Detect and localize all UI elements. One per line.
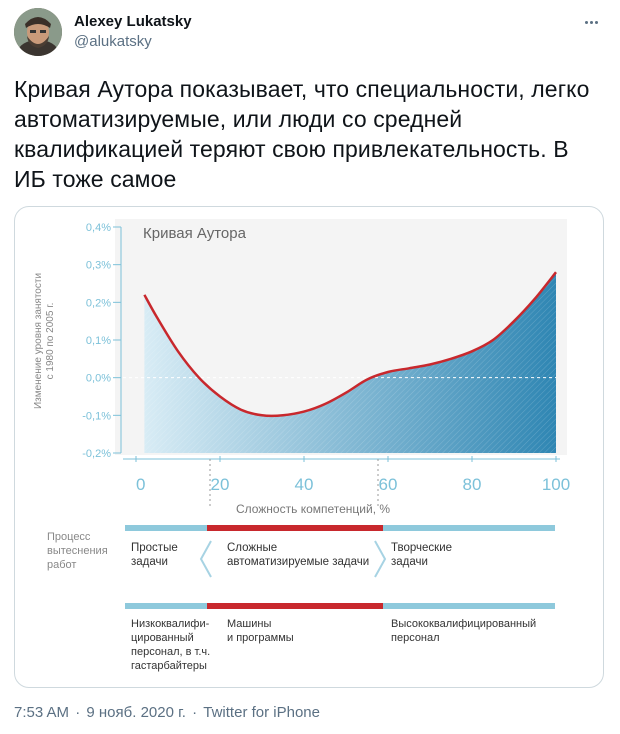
worker-label: Машины и программы [227, 618, 294, 644]
x-tick-label: 60 [378, 475, 398, 494]
author-block [74, 12, 192, 52]
y-tick-label: 0,2% [85, 297, 111, 310]
x-tick-label: 20 [210, 475, 230, 494]
worker-label: Высококвалифицированный персонал [391, 618, 537, 644]
author-handle[interactable]: @alukatsky [74, 33, 152, 50]
chevron-left-icon [201, 541, 211, 577]
y-axis-label-line1: Изменение уровня занятости [33, 272, 44, 410]
y-tick-label: 0,1% [85, 335, 111, 347]
chevron-right-icon [375, 541, 385, 577]
band-segment-red [207, 603, 383, 609]
x-tick-label: 0 [136, 475, 146, 494]
task-label: Сложные автоматизируемые задачи [227, 542, 370, 568]
process-label: Процесс [47, 531, 91, 543]
y-axis-label-line2: с 1980 по 2005 г. [45, 302, 56, 380]
chart-title: Кривая Аутора [143, 225, 246, 242]
band-segment-blue-left [125, 525, 207, 531]
avatar[interactable] [14, 8, 62, 56]
meta-separator: · [75, 704, 81, 721]
tweet-date[interactable]: 9 нояб. 2020 г. [86, 704, 186, 721]
x-axis-label: Сложность компетенций, % [235, 502, 391, 516]
y-tick-label: -0,1% [82, 410, 111, 423]
x-tick-label: 100 [541, 475, 571, 494]
band-segment-blue-left [125, 603, 207, 609]
autor-curve-chart [15, 207, 604, 688]
more-options-icon[interactable] [580, 12, 602, 32]
process-label: работ [47, 559, 77, 571]
y-tick-label: 0,4% [85, 222, 111, 234]
y-tick-label: 0,3% [85, 259, 111, 272]
y-tick-label: -0,2% [82, 448, 111, 460]
process-label: вытеснения [47, 545, 108, 557]
y-tick-label: 0,0% [85, 372, 111, 385]
task-label: Простые задачи [131, 542, 178, 568]
avatar-image [14, 8, 62, 56]
task-label: Творческие задачи [391, 542, 453, 568]
worker-label: Низкоквалифи-цированный персонал, в т.ч. гастарбайтеры [131, 618, 211, 672]
band-segment-blue-right [383, 525, 555, 531]
tweet-text: Кривая Аутора показывает, что специальности, легко автоматизируемые, или люди со средней квалификацией теряют свою привлекательность. В ИБ тоже самое [14, 76, 590, 192]
meta-separator: · [192, 704, 198, 721]
author-name[interactable]: Alexey Lukatsky [74, 13, 192, 30]
tweet-time[interactable]: 7:53 AM [14, 704, 70, 721]
x-tick-label: 40 [294, 475, 314, 494]
tweet-media-image[interactable] [14, 206, 604, 688]
band-segment-blue-right [383, 603, 555, 609]
x-tick-label: 80 [462, 475, 482, 494]
tweet-meta [14, 704, 322, 721]
band-segment-red [207, 525, 383, 531]
tweet-source[interactable]: Twitter for iPhone [203, 704, 320, 721]
